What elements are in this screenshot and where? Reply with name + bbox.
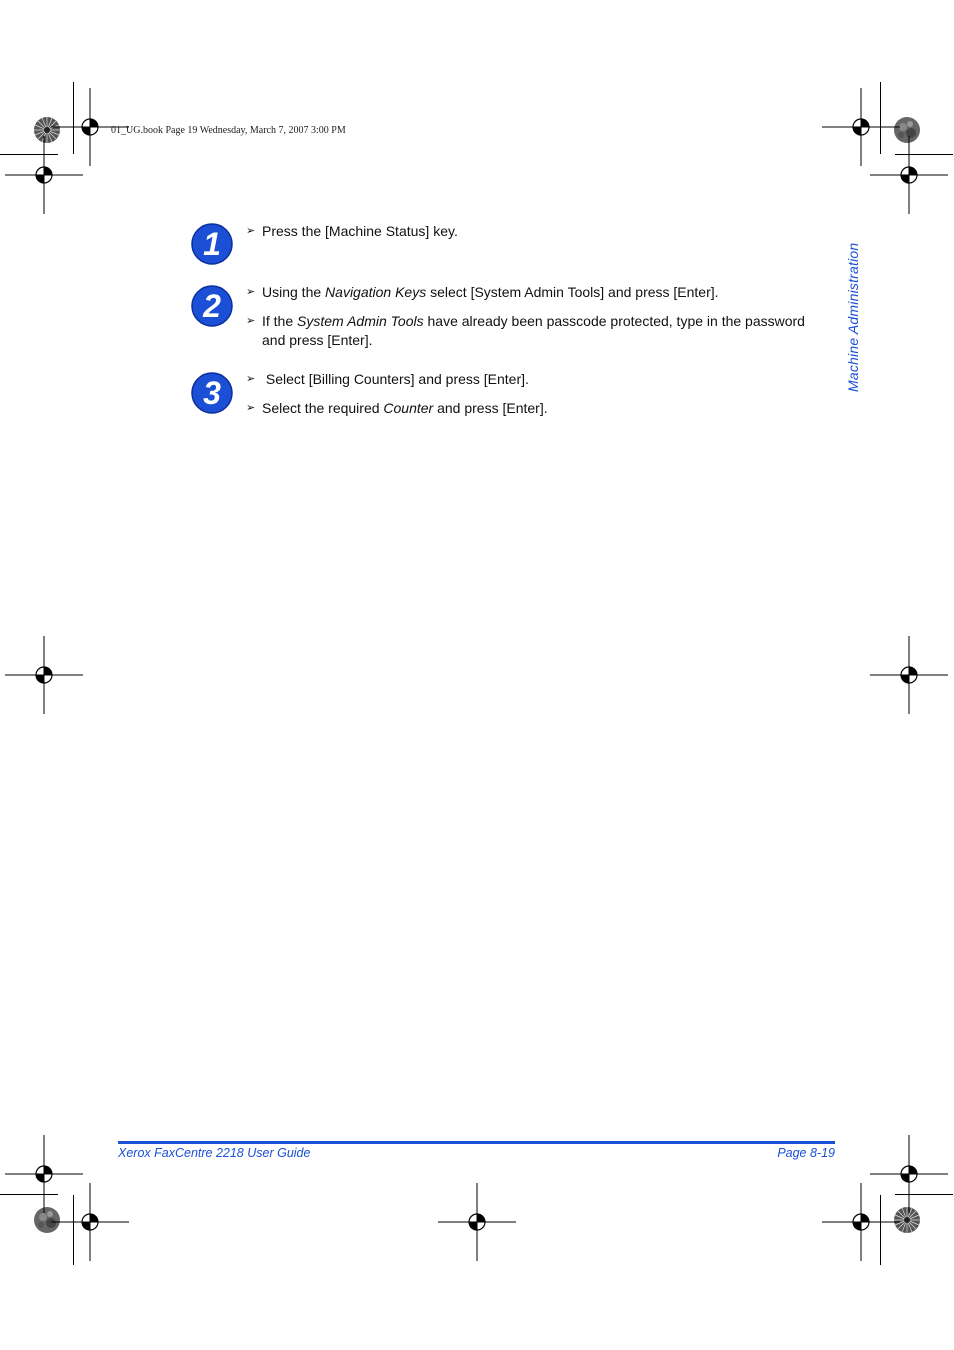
registration-mark-icon xyxy=(822,1183,900,1261)
step-number: 2 xyxy=(203,288,221,324)
registration-mark-icon xyxy=(51,1183,129,1261)
step-number: 3 xyxy=(203,375,221,411)
registration-mark-icon xyxy=(870,636,948,714)
arrowhead-bullet-icon: ➢ xyxy=(246,373,256,385)
step-3-number-icon xyxy=(190,371,234,415)
footer-guide-title: Xerox FaxCentre 2218 User Guide xyxy=(118,1146,311,1160)
section-side-title: Machine Administration xyxy=(845,242,861,392)
step-2-bullet-2: ➢ If the System Admin Tools have already been passcode protected, type in the password and press [Enter]. xyxy=(246,313,805,348)
registration-mark-icon xyxy=(870,136,948,214)
print-info-line: 01_UG.book Page 19 Wednesday, March 7, 2007 3:00 PM xyxy=(111,125,346,136)
arrowhead-bullet-icon: ➢ xyxy=(246,225,256,237)
step-2-number-icon xyxy=(190,284,234,328)
arrowhead-bullet-icon: ➢ xyxy=(246,315,256,327)
registration-mark-icon xyxy=(5,636,83,714)
footer-page-number: Page 8-19 xyxy=(777,1146,835,1160)
registration-mark-icon xyxy=(5,136,83,214)
step-1-number-icon xyxy=(190,222,234,266)
step-3-bullet-2: ➢ Select the required Counter and press [Enter]. xyxy=(246,400,548,416)
arrowhead-bullet-icon: ➢ xyxy=(246,286,256,298)
step-number: 1 xyxy=(203,226,221,262)
registration-mark-icon xyxy=(438,1183,516,1261)
step-1-bullet-1: ➢ Press the [Machine Status] key. xyxy=(246,223,458,239)
arrowhead-bullet-icon: ➢ xyxy=(246,402,256,414)
step-2-bullet-1: ➢ Using the Navigation Keys select [System Admin Tools] and press [Enter]. xyxy=(246,284,719,300)
step-3-bullet-1: ➢ Select [Billing Counters] and press [Enter]. xyxy=(246,371,529,387)
footer-rule xyxy=(118,1141,835,1144)
